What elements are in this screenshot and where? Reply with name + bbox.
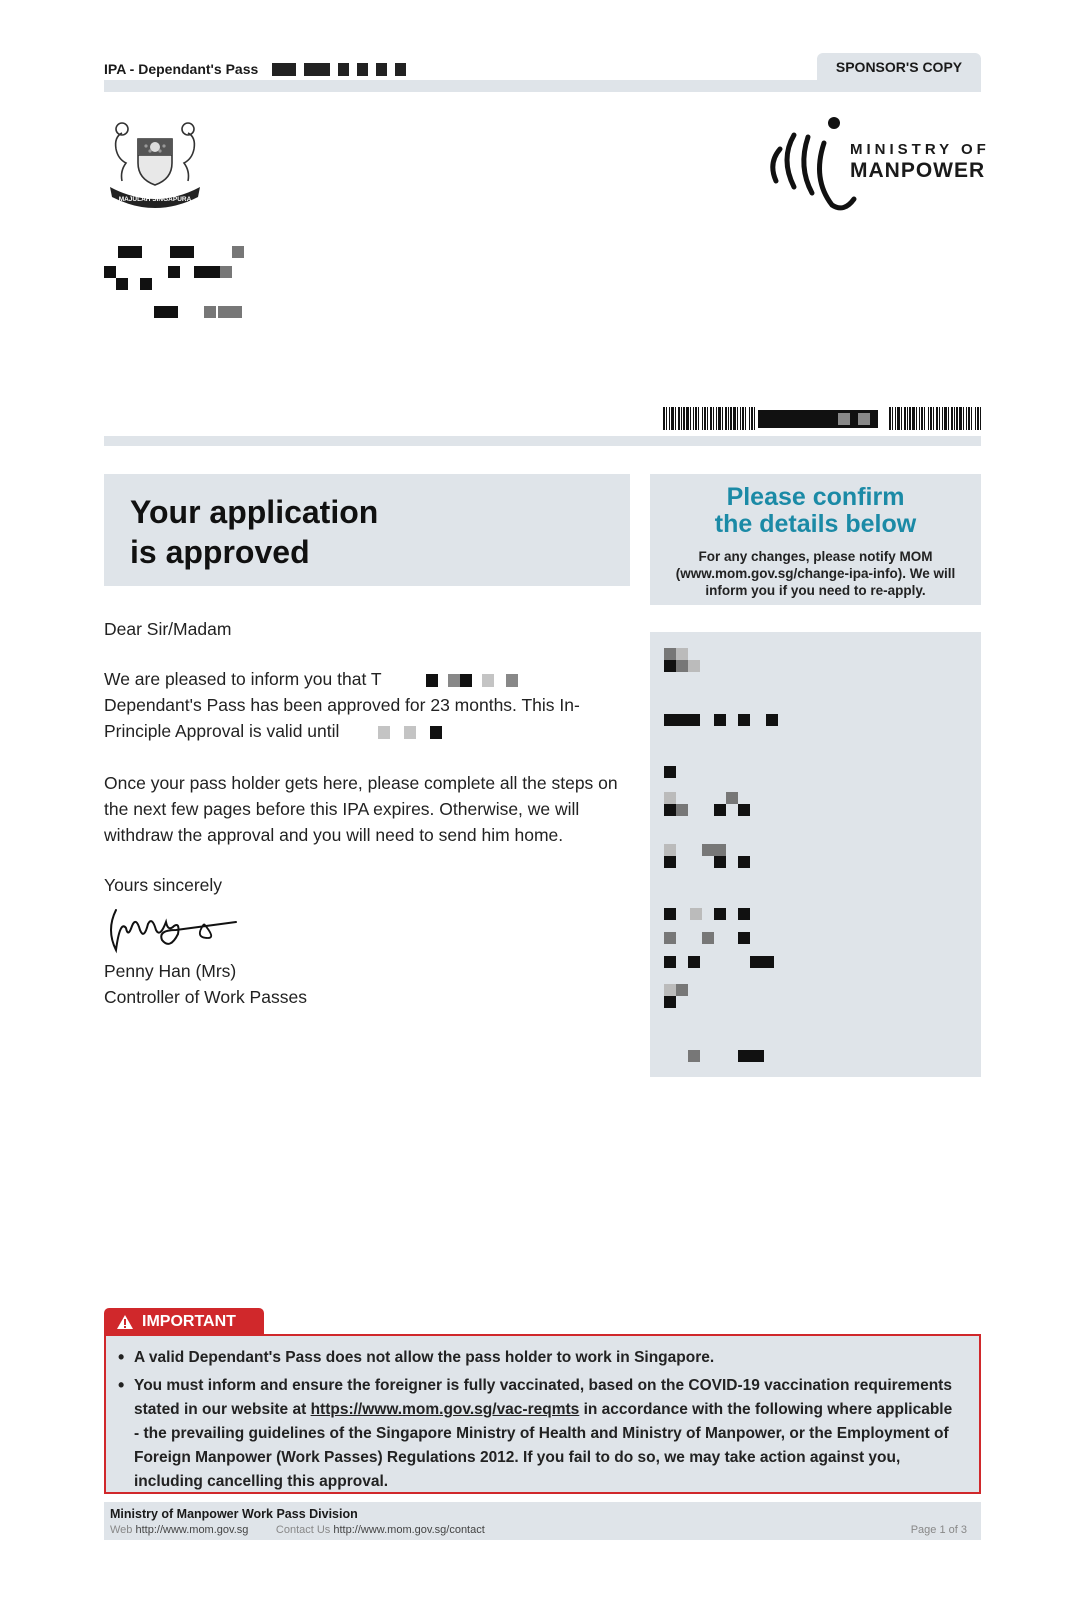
redacted-pass-number (272, 63, 406, 76)
important-tab (104, 1308, 264, 1335)
redacted-date (344, 725, 444, 739)
vaccination-requirements-link[interactable]: https://www.mom.gov.sg/vac-reqmts (310, 1401, 580, 1418)
approval-heading: Your application is approved (130, 494, 379, 570)
confirm-details-panel (650, 474, 981, 605)
barcode (663, 407, 981, 430)
footer (104, 1502, 981, 1540)
salutation: Dear Sir/Madam (104, 619, 232, 639)
footer-links (110, 1524, 485, 1536)
confirm-instructions: For any changes, please notify MOM (www.mom.gov.sg/change-ipa-info). We will inform you if you need to re-apply. (675, 549, 956, 598)
warning-icon (116, 1314, 134, 1330)
notice-item: • A valid Dependant's Pass does not allow the pass holder to work in Singapore. (134, 1346, 957, 1370)
letter-paragraph-2: Once your pass holder gets here, please complete all the steps on the next few pages before this IPA expires. Otherwise, we will withdraw the approval and you will need to send him home. (104, 773, 618, 845)
notice-item: • You must inform and ensure the foreigner is fully vaccinated, based on the COVID-19 vaccination requirements stated in our website at https://www.mom.gov.sg/vac-reqmts in accordance with the following where applicable - the prevailing guidelines of the Singapore Ministry of Health and Ministry of Manpower, or the Employment of Foreign Manpower (Work Passes) Regulations 2012. If you fail to do so, we may take action against you, including cancelling this approval. (134, 1374, 957, 1494)
contact-label: Contact Us (275, 1524, 331, 1536)
applicant-details-panel (650, 632, 981, 1077)
web-label: Web (110, 1524, 133, 1536)
header-rule (104, 80, 981, 92)
page-number: Page 1 of 3 (910, 1524, 967, 1536)
redacted-address (104, 246, 274, 326)
closing: Yours sincerely (104, 875, 223, 895)
letter-paragraph-1b: Dependant's Pass has been approved for 23 months. This In-Principle Approval is valid until (104, 695, 580, 741)
important-notice (104, 1334, 981, 1494)
letter-body (104, 616, 634, 898)
sponsor-copy-tab: SPONSOR'S COPY (817, 53, 981, 81)
signer-name: Penny Han (Mrs) (104, 961, 237, 981)
signature (104, 900, 254, 958)
redacted-name (386, 673, 536, 687)
web-url[interactable]: http://www.mom.gov.sg (135, 1524, 249, 1536)
section-rule (104, 436, 981, 446)
document-title: IPA - Dependant's Pass (104, 61, 259, 77)
singapore-crest-icon (102, 115, 208, 211)
important-label: IMPORTANT (142, 1312, 236, 1330)
crest-motto: MAJULAH SINGAPURA (118, 196, 192, 203)
logo-line2: MANPOWER (850, 159, 986, 182)
confirm-title: Please confirm the details below (714, 483, 917, 538)
letter-paragraph-1a: We are pleased to inform you that T (104, 669, 382, 689)
signer-block (104, 958, 634, 1010)
footer-division: Ministry of Manpower Work Pass Division (110, 1507, 358, 1521)
logo-line1: MINISTRY OF (850, 141, 990, 158)
contact-url[interactable]: http://www.mom.gov.sg/contact (333, 1524, 485, 1536)
approval-heading-panel (104, 474, 630, 586)
signer-title: Controller of Work Passes (104, 987, 307, 1007)
